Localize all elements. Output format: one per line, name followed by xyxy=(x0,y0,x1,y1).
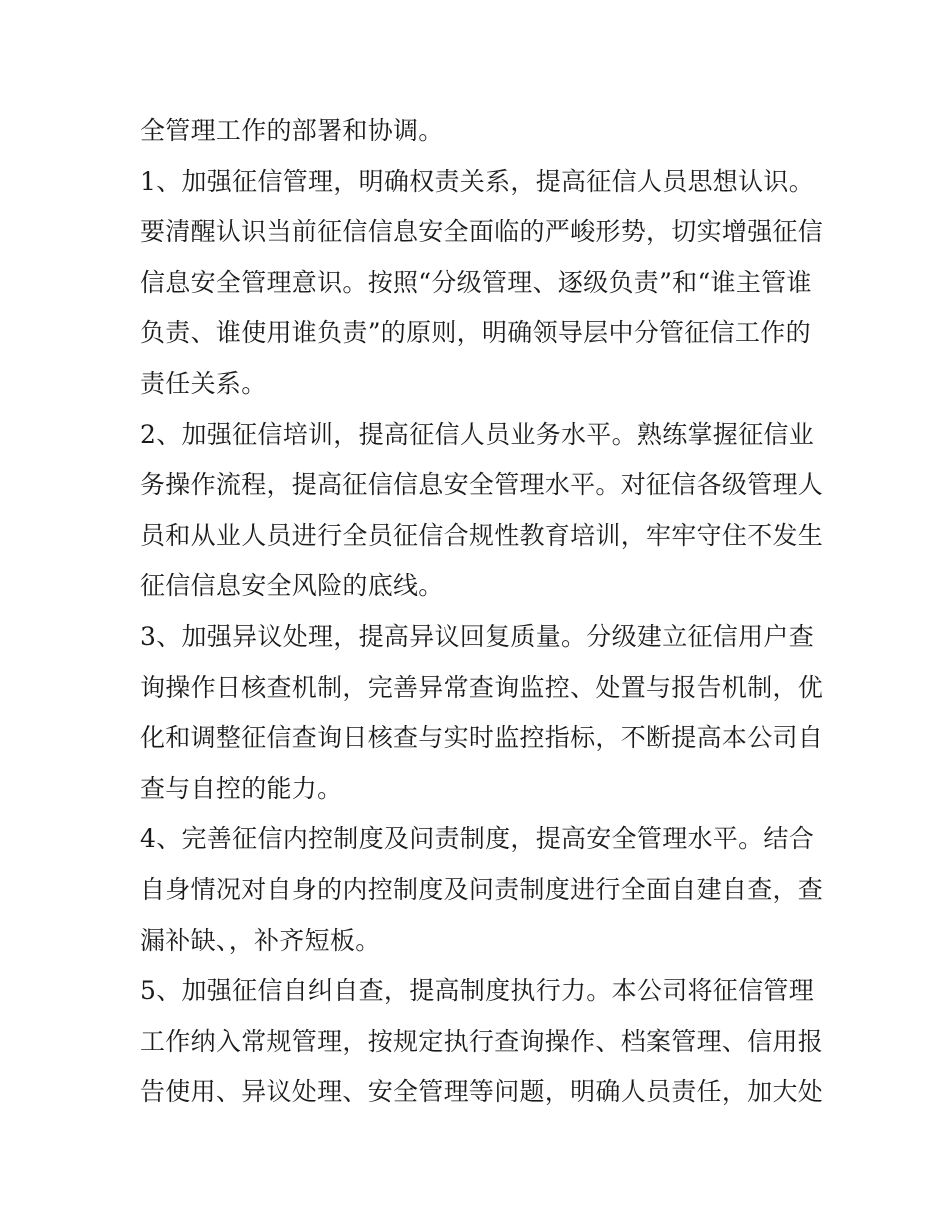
document-body xyxy=(140,106,824,1118)
text-line: 告使用、异议处理、安全管理等问题，明确人员责任，加大处 xyxy=(140,1077,824,1107)
text-line: 自身情况对自身的内控制度及问责制度进行全面自建自查，查 xyxy=(140,874,824,904)
text-line: 责任关系。 xyxy=(140,368,267,398)
text-line: 1、加强征信管理，明确权责关系，提高征信人员思想认识。 xyxy=(140,166,815,196)
text-line: 查与自控的能力。 xyxy=(140,773,343,803)
text-line: 信息安全管理意识。按照“分级管理、逐级负责”和“谁主管谁 xyxy=(140,267,812,297)
text-line: 务操作流程，提高征信信息安全管理水平。对征信各级管理人 xyxy=(140,470,824,500)
text-line: 工作纳入常规管理，按规定执行查询操作、档案管理、信用报 xyxy=(140,1026,824,1056)
text-line: 全管理工作的部署和协调。 xyxy=(140,116,444,145)
text-line: 3、加强异议处理，提高异议回复质量。分级建立征信用户查 xyxy=(140,621,815,651)
text-line: 要清醒认识当前征信信息安全面临的严峻形势，切实增强征信 xyxy=(140,217,824,247)
text-line: 2、加强征信培训，提高征信人员业务水平。熟练掌握征信业 xyxy=(140,419,815,449)
text-line: 员和从业人员进行全员征信合规性教育培训，牢牢守住不发生 xyxy=(140,520,824,550)
text-line: 4、完善征信内控制度及问责制度，提高安全管理水平。结合 xyxy=(140,824,815,854)
text-line: 漏补缺、，补齐短板。 xyxy=(140,925,381,955)
text-line: 征信信息安全风险的底线。 xyxy=(140,571,444,601)
text-line: 化和调整征信查询日核查与实时监控指标，不断提高本公司自 xyxy=(140,723,824,753)
text-line: 负责、谁使用谁负责”的原则，明确领导层中分管征信工作的 xyxy=(140,318,811,348)
text-line: 5、加强征信自纠自查，提高制度执行力。本公司将征信管理 xyxy=(140,976,815,1006)
text-line: 询操作日核查机制，完善异常查询监控、处置与报告机制，优 xyxy=(140,672,824,702)
